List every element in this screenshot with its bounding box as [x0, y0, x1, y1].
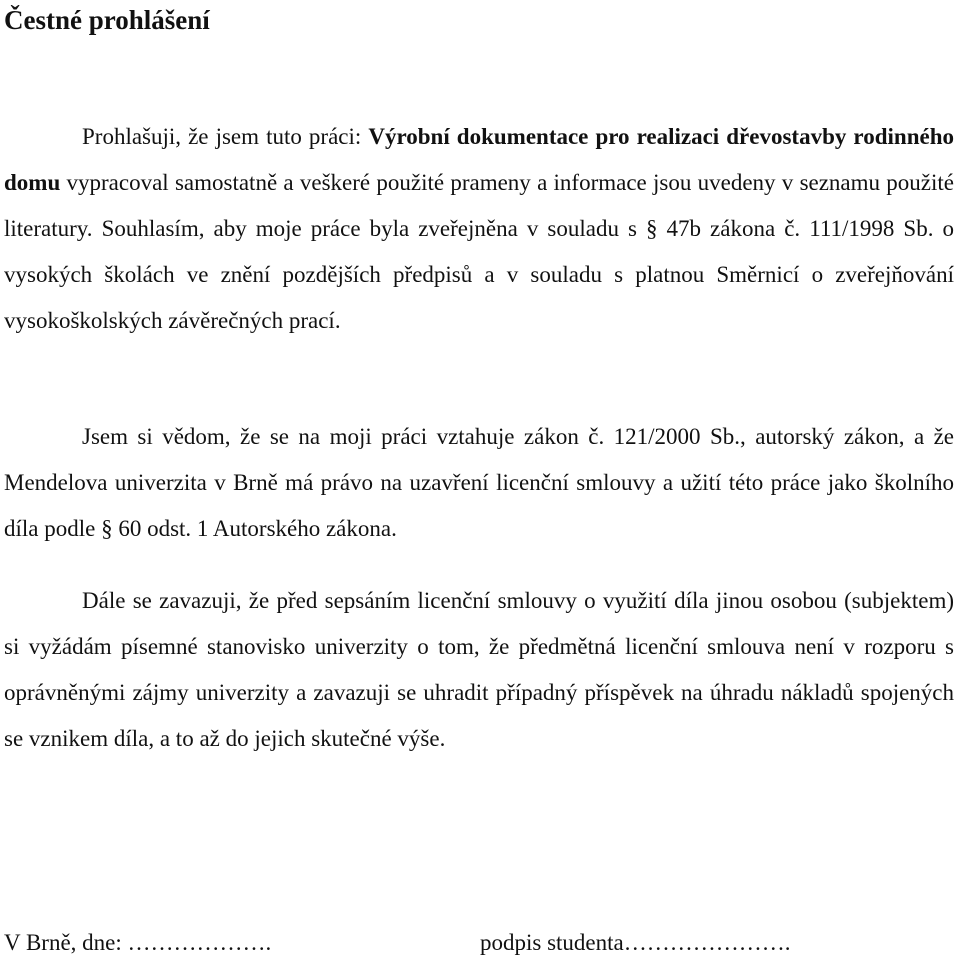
student-signature-line: podpis studenta………………….	[480, 930, 791, 955]
paragraph-1-lead: Prohlašuji, že jsem tuto práci:	[82, 124, 369, 149]
declaration-paragraph-2: Jsem si vědom, že se na moji práci vztahuje zákon č. 121/2000 Sb., autorský zákon, a že Mendelova univerzita v Brně má právo na uzavření licenční smlouvy a užití této práce jako školního díla podle § 60 odst. 1 Autorského zákona.	[4, 424, 954, 541]
place-date-line: V Brně, dne: ……………….	[4, 930, 272, 955]
page-title: Čestné prohlášení	[4, 5, 210, 35]
paragraph-1-rest: vypracoval samostatně a veškeré použité prameny a informace jsou uvedeny v seznamu použité literatury. Souhlasím, aby moje práce byla zveřejněna v souladu s § 47b zákona č. 111/1998 Sb. o vysokých školách ve znění pozdějších předpisů a v souladu s platnou Směrnicí o zveřejňování vysokoškolských závěrečných prací.	[4, 170, 954, 333]
declaration-paragraph-1	[4, 114, 954, 344]
declaration-paragraph-3: Dále se zavazuji, že před sepsáním licenční smlouvy o využití díla jinou osobou (subjektem) si vyžádám písemné stanovisko univerzity o tom, že předmětná licenční smlouva není v rozporu s oprávněnými zájmy univerzity a zavazuji se uhradit případný příspěvek na úhradu nákladů spojených se vznikem díla, a to až do jejich skutečné výše.	[4, 588, 954, 751]
thesis-title: Výrobní dokumentace pro realizaci dřevostavby rodinného domu	[4, 124, 954, 195]
